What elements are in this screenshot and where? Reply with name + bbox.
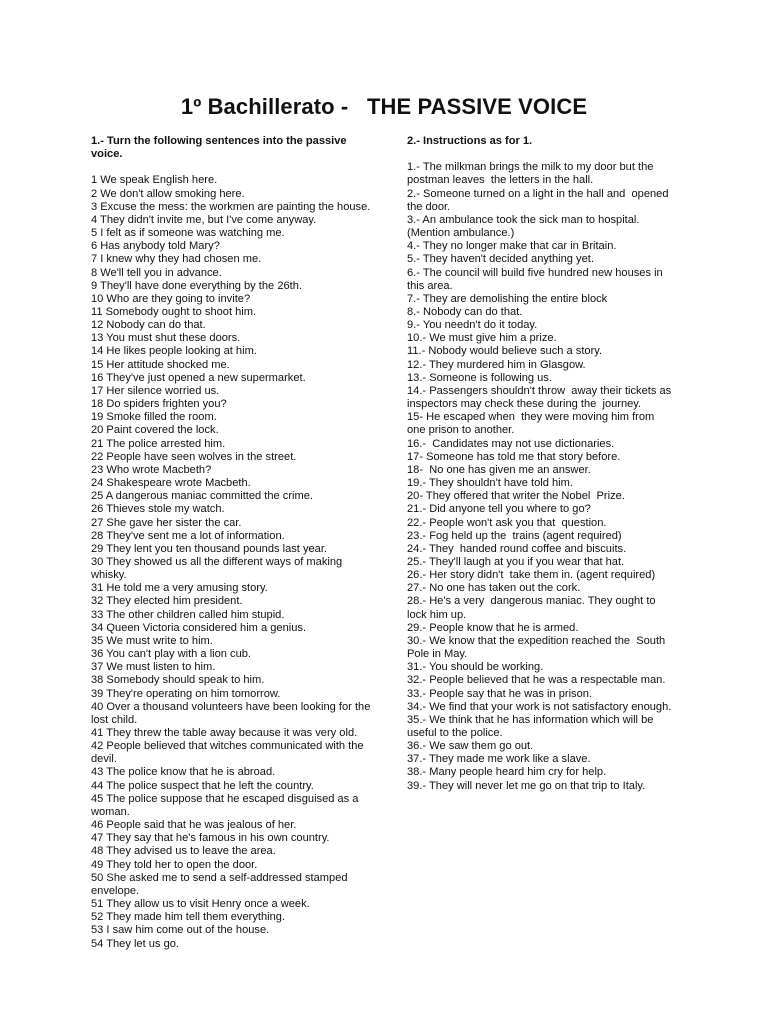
exercise-item: 14.- Passengers shouldn't throw away their tickets as inspectors may check these during the journey. xyxy=(407,384,675,411)
exercise-item: 33.- People say that he was in prison. xyxy=(407,687,593,700)
exercise-item: 15- He escaped when they were moving him from one prison to another. xyxy=(407,411,658,437)
exercise-item: 18 Do spiders frighten you? xyxy=(91,398,227,411)
exercise-item: 10.- We must give him a prize. xyxy=(407,332,557,345)
exercise-item: 30 They showed us all the different ways of making whisky. xyxy=(91,555,346,582)
exercise-item: 3.- An ambulance took the sick man to hospital. (Mention ambulance.) xyxy=(407,213,643,240)
exercise-item: 1.- The milkman brings the milk to my door but the postman leaves the letters in the hall. xyxy=(407,161,657,187)
section-2 xyxy=(407,135,675,793)
exercise-item: 10 Who are they going to invite? xyxy=(91,292,251,305)
exercise-item: 24.- They handed round coffee and biscuits. xyxy=(407,542,627,555)
exercise-item: 14 He likes people looking at him. xyxy=(91,345,257,358)
exercise-item: 9 They'll have done everything by the 26th. xyxy=(91,279,302,292)
exercise-item: 11.- Nobody would believe such a story. xyxy=(407,345,603,358)
exercise-item: 54 They let us go. xyxy=(91,937,179,950)
exercise-item: 29 They lent you ten thousand pounds last year. xyxy=(91,542,328,555)
exercise-item: 23.- Fog held up the trains (agent required) xyxy=(407,529,622,542)
exercise-item: 13.- Someone is following us. xyxy=(407,371,552,384)
exercise-item: 35.- We think that he has information which will be useful to the police. xyxy=(407,713,657,740)
exercise-item: 17- Someone has told me that story before. xyxy=(407,450,621,463)
exercise-item: 19 Smoke filled the room. xyxy=(91,411,217,424)
exercise-item: 29.- People know that he is armed. xyxy=(407,621,579,634)
exercise-item: 51 They allow us to visit Henry once a week. xyxy=(91,898,310,911)
exercise-item: 11 Somebody ought to shoot him. xyxy=(91,306,257,319)
exercise-item: 13 You must shut these doors. xyxy=(91,332,241,345)
exercise-item: 31.- You should be working. xyxy=(407,661,544,674)
exercise-item: 8.- Nobody can do that. xyxy=(407,306,523,319)
exercise-item: 26.- Her story didn't take them in. (agent required) xyxy=(407,569,656,582)
exercise-item: 2.- Someone turned on a light in the hall and opened the door. xyxy=(407,187,672,213)
exercise-item: 28 They've sent me a lot of information. xyxy=(91,529,285,542)
exercise-item: 27 She gave her sister the car. xyxy=(91,516,242,529)
exercise-item: 44 The police suspect that he left the country. xyxy=(91,779,314,792)
exercise-item: 42 People believed that witches communicated with the devil. xyxy=(91,740,367,766)
exercise-item: 3 Excuse the mess: the workmen are painting the house. xyxy=(91,200,371,213)
exercise-item: 18- No one has given me an answer. xyxy=(407,463,591,476)
exercise-item: 5.- They haven't decided anything yet. xyxy=(407,253,594,266)
section-2-heading: 2.- Instructions as for 1. xyxy=(407,135,533,147)
exercise-item: 37.- They made me work like a slave. xyxy=(407,753,591,766)
exercise-item: 38.- Many people heard him cry for help. xyxy=(407,766,607,779)
exercise-item: 4.- They no longer make that car in Britain. xyxy=(407,240,617,253)
exercise-item: 32.- People believed that he was a respectable man. xyxy=(407,674,666,687)
exercise-item: 31 He told me a very amusing story. xyxy=(91,582,268,595)
exercise-item: 39 They're operating on him tomorrow. xyxy=(91,687,281,700)
exercise-item: 35 We must write to him. xyxy=(91,634,213,647)
exercise-item: 30.- We know that the expedition reached the South Pole in May. xyxy=(407,634,669,661)
exercise-item: 20 Paint covered the lock. xyxy=(91,424,219,437)
exercise-item: 24 Shakespeare wrote Macbeth. xyxy=(91,477,251,490)
exercise-item: 49 They told her to open the door. xyxy=(91,858,258,871)
exercise-item: 1 We speak English here. xyxy=(91,174,218,187)
exercise-item: 19.- They shouldn't have told him. xyxy=(407,477,573,490)
exercise-item: 4 They didn't invite me, but I've come anyway. xyxy=(91,213,317,226)
exercise-item: 25.- They'll laugh at you if you wear that hat. xyxy=(407,555,625,568)
exercise-item: 7.- They are demolishing the entire block xyxy=(407,292,608,305)
exercise-item: 16.- Candidates may not use dictionaries. xyxy=(407,437,615,450)
exercise-item: 46 People said that he was jealous of her. xyxy=(91,819,297,832)
exercise-item: 22.- People won't ask you that question. xyxy=(407,516,607,529)
exercise-item: 21 The police arrested him. xyxy=(91,437,226,450)
exercise-item: 16 They've just opened a new supermarket. xyxy=(91,371,306,384)
exercise-item: 36.- We saw them go out. xyxy=(407,740,534,753)
exercise-item: 36 You can't play with a lion cub. xyxy=(91,648,252,661)
exercise-item: 47 They say that he's famous in his own country. xyxy=(91,832,330,845)
exercise-item: 45 The police suppose that he escaped disguised as a woman. xyxy=(91,792,362,818)
exercise-item: 48 They advised us to leave the area. xyxy=(91,845,276,858)
exercise-item: 37 We must listen to him. xyxy=(91,661,216,674)
exercise-item: 23 Who wrote Macbeth? xyxy=(91,463,212,476)
exercise-item: 38 Somebody should speak to him. xyxy=(91,674,265,687)
exercise-item: 2 We don't allow smoking here. xyxy=(91,187,245,200)
exercise-item: 27.- No one has taken out the cork. xyxy=(407,582,581,595)
section-1 xyxy=(91,135,372,951)
exercise-item: 33 The other children called him stupid. xyxy=(91,608,285,621)
exercise-item: 9.- You needn't do it today. xyxy=(407,319,538,332)
exercise-item: 53 I saw him come out of the house. xyxy=(91,924,270,937)
exercise-item: 8 We'll tell you in advance. xyxy=(91,266,222,279)
exercise-item: 21.- Did anyone tell you where to go? xyxy=(407,503,591,516)
section-2-list xyxy=(407,161,675,793)
section-1-heading: 1.- Turn the following sentences into the passive voice. xyxy=(91,135,347,161)
exercise-item: 40 Over a thousand volunteers have been looking for the lost child. xyxy=(91,700,374,726)
exercise-item: 32 They elected him president. xyxy=(91,595,243,608)
exercise-item: 6 Has anybody told Mary? xyxy=(91,240,220,253)
exercise-item: 5 I felt as if someone was watching me. xyxy=(91,227,285,240)
exercise-item: 25 A dangerous maniac committed the crime. xyxy=(91,490,313,503)
exercise-item: 41 They threw the table away because it was very old. xyxy=(91,727,358,740)
exercise-item: 43 The police know that he is abroad. xyxy=(91,766,276,779)
exercise-item: 12.- They murdered him in Glasgow. xyxy=(407,358,586,371)
exercise-item: 26 Thieves stole my watch. xyxy=(91,503,225,516)
exercise-item: 52 They made him tell them everything. xyxy=(91,911,286,924)
exercise-item: 12 Nobody can do that. xyxy=(91,319,206,332)
exercise-item: 50 She asked me to send a self-addressed stamped envelope. xyxy=(91,871,351,897)
exercise-item: 17 Her silence worried us. xyxy=(91,384,220,397)
exercise-item: 15 Her attitude shocked me. xyxy=(91,358,230,371)
exercise-item: 28.- He's a very dangerous maniac. They ought to lock him up. xyxy=(407,595,659,621)
exercise-item: 6.- The council will build five hundred new houses in this area. xyxy=(407,266,666,292)
exercise-item: 34.- We find that your work is not satisfactory enough. xyxy=(407,700,672,713)
exercise-item: 34 Queen Victoria considered him a genius. xyxy=(91,621,307,634)
exercise-item: 20- They offered that writer the Nobel Prize. xyxy=(407,490,625,503)
section-1-list xyxy=(91,174,372,950)
exercise-item: 22 People have seen wolves in the street. xyxy=(91,450,297,463)
exercise-item: 7 I knew why they had chosen me. xyxy=(91,253,262,266)
page-title: 1º Bachillerato - THE PASSIVE VOICE xyxy=(180,94,588,119)
exercise-item: 39.- They will never let me go on that trip to Italy. xyxy=(407,779,646,792)
